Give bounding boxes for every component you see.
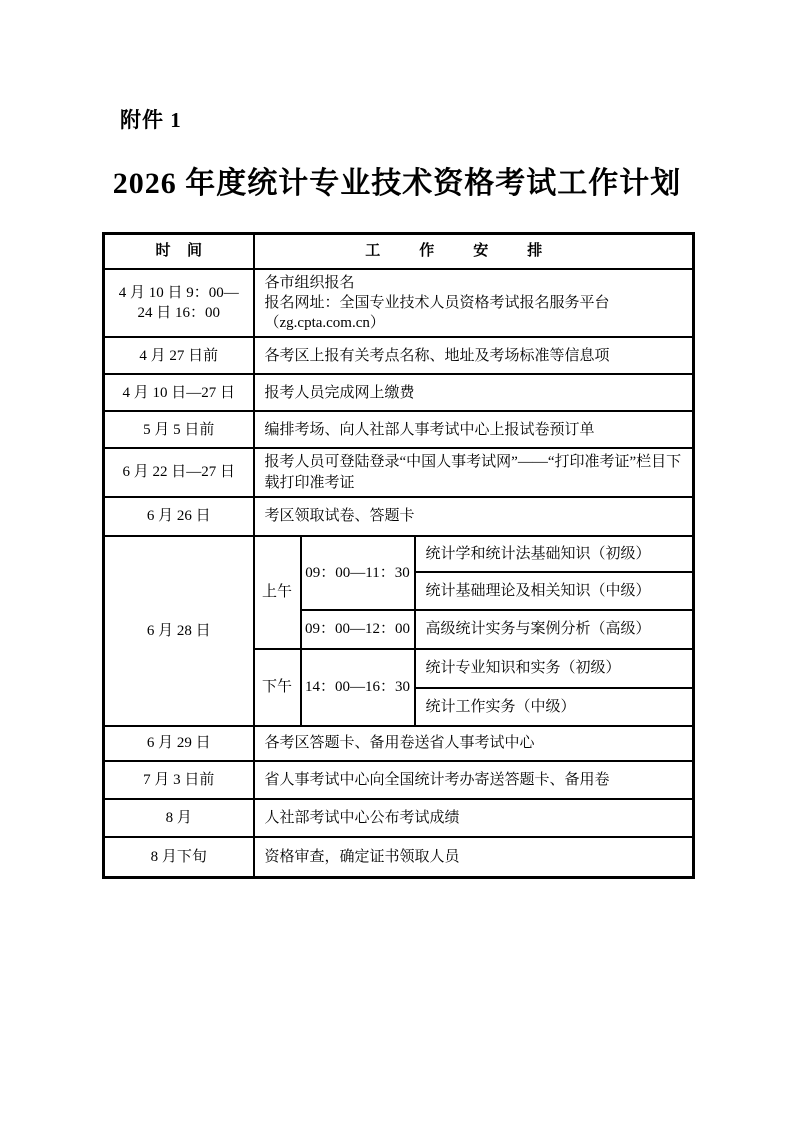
send-cards-time-cell: 6 月 29 日 <box>104 726 254 761</box>
table-row-print-ticket <box>104 448 694 497</box>
exam-am-time1-cell: 09：00—11：30 <box>301 536 415 610</box>
report-sites-time-cell: 4 月 27 日前 <box>104 337 254 374</box>
exam-am-subject2-cell: 统计基础理论及相关知识（中级） <box>415 572 694 610</box>
header-work-cell <box>254 234 694 269</box>
attachment-label: 附件 1 <box>120 108 182 132</box>
table-row-signup <box>104 269 694 338</box>
table-row-pay <box>104 374 694 411</box>
send-cards-work-cell: 各考区答题卡、备用卷送省人事考试中心 <box>254 726 694 761</box>
table-row-exam-am1 <box>104 536 694 572</box>
signup-time-line1: 4 月 10 日 9：00— <box>118 284 239 301</box>
table-row-report-sites <box>104 337 694 374</box>
report-sites-work-cell: 各考区上报有关考点名称、地址及考场标准等信息项 <box>254 337 694 374</box>
signup-work-line2: 报名网址：全国专业技术人员资格考试报名服务平台（zg.cpta.com.cn） <box>264 294 610 331</box>
table-row-mail-cards <box>104 761 694 799</box>
mail-cards-time-cell: 7 月 3 日前 <box>104 761 254 799</box>
exam-schedule-table <box>102 232 695 879</box>
review-work-cell: 资格审查，确定证书领取人员 <box>254 837 694 878</box>
table-row-collect-papers <box>104 497 694 536</box>
table-row-arrange <box>104 411 694 448</box>
header-time-label: 时间 <box>155 243 219 260</box>
exam-morning-cell: 上午 <box>254 536 301 649</box>
exam-am-time2-cell: 09：00—12：00 <box>301 610 415 649</box>
arrange-work-cell: 编排考场、向人社部人事考试中心上报试卷预订单 <box>254 411 694 448</box>
header-time-cell <box>104 234 254 269</box>
exam-afternoon-cell: 下午 <box>254 649 301 726</box>
publish-work-cell: 人社部考试中心公布考试成绩 <box>254 799 694 837</box>
arrange-time-cell: 5 月 5 日前 <box>104 411 254 448</box>
exam-pm-subject1-cell: 统计专业知识和实务（初级） <box>415 649 694 688</box>
exam-date-cell: 6 月 28 日 <box>104 536 254 726</box>
collect-papers-work-cell: 考区领取试卷、答题卡 <box>254 497 694 536</box>
pay-time-cell: 4 月 10 日—27 日 <box>104 374 254 411</box>
signup-time-line2: 24 日 16：00 <box>137 304 220 321</box>
review-time-cell: 8 月下旬 <box>104 837 254 878</box>
signup-time-cell <box>104 269 254 338</box>
print-ticket-time-cell: 6 月 22 日—27 日 <box>104 448 254 497</box>
exam-am-subject1-cell: 统计学和统计法基础知识（初级） <box>415 536 694 572</box>
exam-am-subject3-cell: 高级统计实务与案例分析（高级） <box>415 610 694 649</box>
document-title: 2026 年度统计专业技术资格考试工作计划 <box>112 167 682 200</box>
exam-pm-subject2-cell: 统计工作实务（中级） <box>415 688 694 726</box>
pay-work-cell: 报考人员完成网上缴费 <box>254 374 694 411</box>
collect-papers-time-cell: 6 月 26 日 <box>104 497 254 536</box>
table-row-review <box>104 837 694 878</box>
signup-work-cell <box>254 269 694 338</box>
signup-work-line1: 各市组织报名 <box>264 274 355 291</box>
print-ticket-work-cell: 报考人员可登陆登录“中国人事考试网”——“打印准考证”栏目下载打印准考证 <box>254 448 694 497</box>
table-header-row <box>104 234 694 269</box>
table-row-send-cards <box>104 726 694 761</box>
exam-pm-time-cell: 14：00—16：30 <box>301 649 415 726</box>
publish-time-cell: 8 月 <box>104 799 254 837</box>
header-work-label: 工作安排 <box>365 243 582 260</box>
table-row-publish <box>104 799 694 837</box>
mail-cards-work-cell: 省人事考试中心向全国统计考办寄送答题卡、备用卷 <box>254 761 694 799</box>
